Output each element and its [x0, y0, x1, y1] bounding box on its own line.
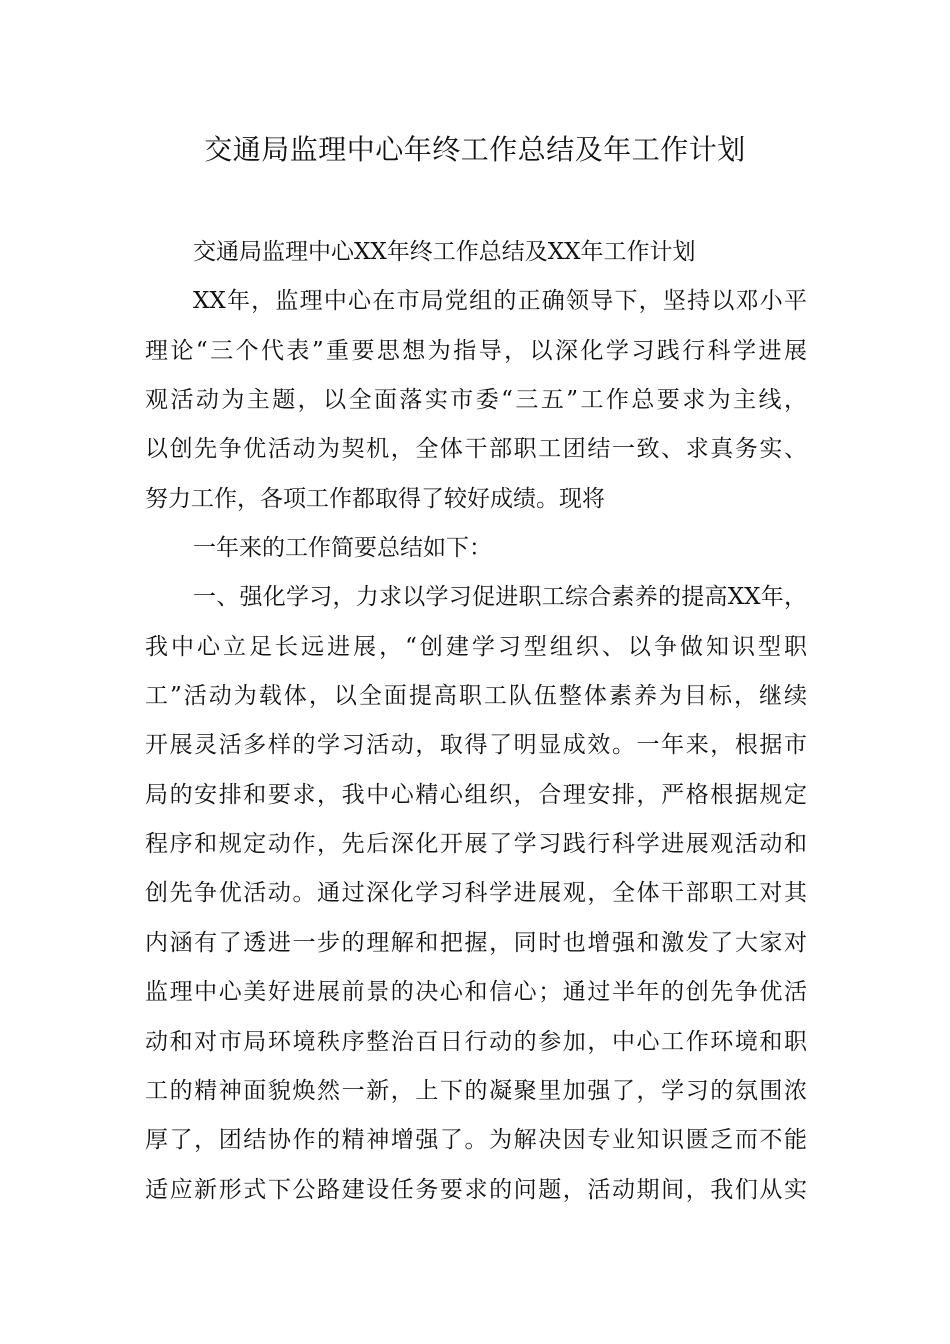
text-line: 努力工作，各项工作都取得了较好成绩。现将: [145, 485, 605, 512]
text-line: 一、强化学习，力求以学习促进职工综合素养的提高XX年，: [193, 584, 807, 611]
text-line: 程序和规定动作，先后深化开展了学习践行科学进展观活动和: [145, 831, 807, 858]
text-line: 交通局监理中心XX年终工作总结及XX年工作计划: [193, 239, 696, 265]
text-line: 厚了，团结协作的精神增强了。为解决因专业知识匮乏而不能: [145, 1127, 807, 1154]
text-line: XX年，监理中心在市局党组的正确领导下，坚持以邓小平: [193, 288, 807, 315]
text-line: 工”活动为载体，以全面提高职工队伍整体素养为目标，继续: [145, 683, 807, 710]
text-line: 以创先争优活动为契机，全体干部职工团结一致、求真务实、: [145, 436, 807, 463]
text-line: 工的精神面貌焕然一新，上下的凝聚里加强了，学习的氛围浓: [145, 1077, 807, 1104]
text-line: 开展灵活多样的学习活动，取得了明显成效。一年来，根据市: [145, 732, 807, 759]
text-line: 我中心立足长远进展，“创建学习型组织、以争做知识型职: [145, 633, 807, 660]
text-line: 理论“三个代表”重要思想为指导，以深化学习践行科学进展: [145, 337, 807, 364]
text-line: 内涵有了透进一步的理解和把握，同时也增强和激发了大家对: [145, 929, 807, 956]
text-line: 创先争优活动。通过深化学习科学进展观，全体干部职工对其: [145, 880, 807, 907]
document-body: [145, 228, 807, 1215]
text-line: 一年来的工作简要总结如下：: [193, 535, 492, 562]
text-line: 局的安排和要求，我中心精心组织，合理安排，严格根据规定: [145, 781, 807, 808]
document-title: 交通局监理中心年终工作总结及年工作计划: [204, 133, 746, 166]
text-line: 动和对市局环境秩序整治百日行动的参加，中心工作环境和职: [145, 1028, 807, 1055]
text-line: 适应新形式下公路建设任务要求的问题，活动期间，我们从实: [145, 1176, 807, 1203]
text-line: 监理中心美好进展前景的决心和信心；通过半年的创先争优活: [145, 979, 807, 1006]
text-line: 观活动为主题，以全面落实市委“三五”工作总要求为主线，: [145, 387, 807, 414]
